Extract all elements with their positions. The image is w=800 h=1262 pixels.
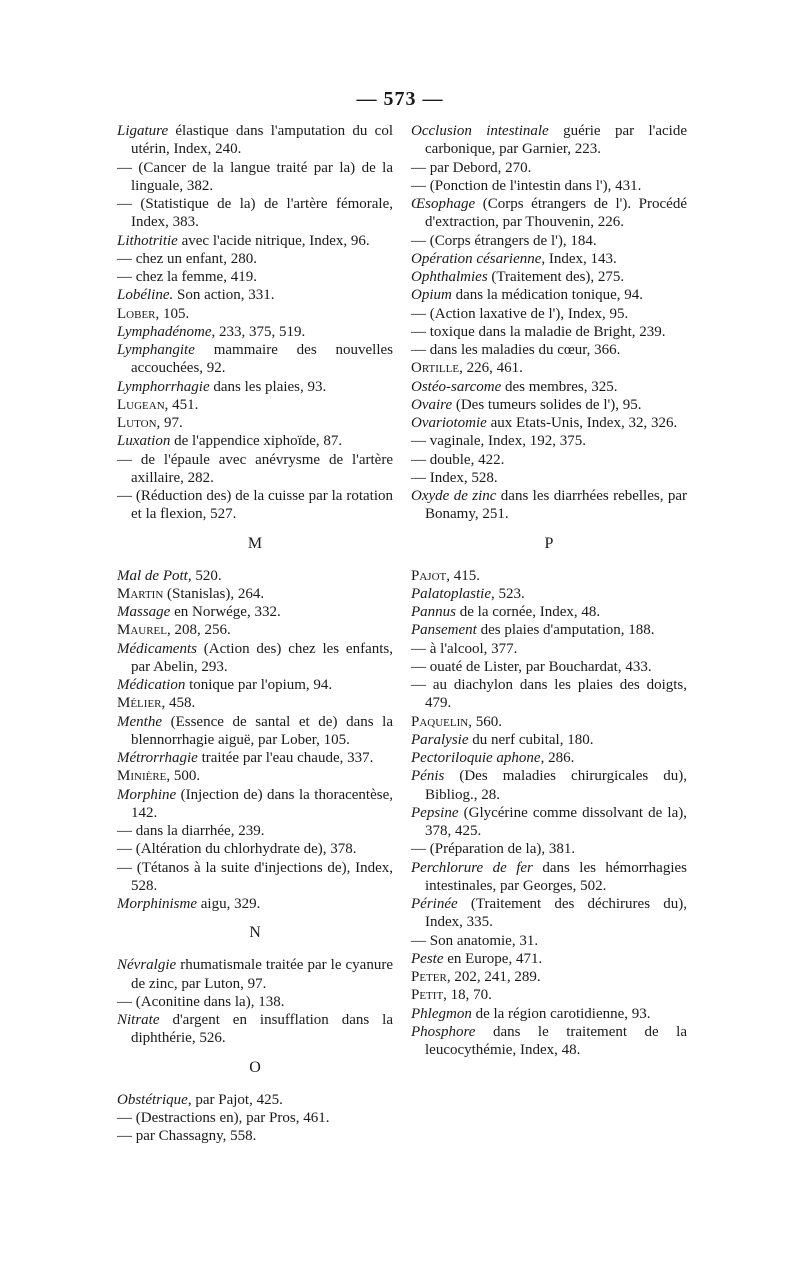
index-entry [411, 305, 687, 323]
index-entry [117, 1127, 393, 1145]
entry-headword: Lymphadénome [117, 323, 212, 340]
entry-text: — (Corps étrangers de l'), 184. [411, 232, 597, 249]
index-entry [117, 268, 393, 286]
entry-text: — (Action laxative de l'), Index, 95. [411, 305, 629, 322]
entry-text: des membres, 325. [501, 378, 618, 395]
entry-headword: Mal de Pott [117, 567, 188, 584]
entry-text: mammaire des nouvelles accouchées, 92. [131, 342, 393, 377]
index-entry [117, 640, 393, 677]
right-column [411, 122, 687, 1059]
entry-text: dans les diarrhées rebelles, par Bonamy, 251. [425, 488, 687, 523]
section-letter: N [249, 924, 261, 942]
entry-text: tonique par l'opium, 94. [185, 677, 333, 693]
entry-headword: Peste [411, 950, 444, 967]
entry-text: — (Tétanos à la suite d'injections de), Index, 528. [117, 859, 393, 894]
index-entry [411, 932, 687, 950]
entry-headword: Médicaments [117, 640, 197, 657]
entry-headword: Lobéline. [117, 287, 174, 304]
index-entry [411, 378, 687, 396]
entry-text: dans la médication tonique, 94. [451, 287, 644, 304]
entry-text: (Essence de santal et de) dans la blennorrhagie aiguë, par Lober, 105. [131, 713, 393, 748]
entry-text: du nerf cubital, 180. [468, 731, 594, 748]
index-entry [411, 749, 687, 767]
entry-text: (Injection de) dans la thoracentèse, 142. [131, 786, 393, 821]
entry-text: — (Ponction de l'intestin dans l'), 431. [411, 177, 642, 194]
entry-text: — au diachylon dans les plaies des doigts, 479. [411, 677, 687, 712]
entry-text: élastique dans l'amputation du col utérin, Index, 240. [131, 123, 393, 158]
index-entry [117, 159, 393, 196]
index-entry [411, 177, 687, 195]
index-entry [411, 451, 687, 469]
entry-text: , 105. [155, 305, 190, 322]
entry-text: — toxique dans la maladie de Bright, 239. [411, 323, 666, 340]
entry-headword: Métrorrhagie [117, 750, 198, 766]
index-entry [117, 585, 393, 603]
entry-headword: Lugean [117, 396, 165, 413]
entry-headword: Obstétrique [117, 1091, 188, 1108]
entry-headword: Ortille [411, 360, 460, 377]
entry-text: aux Etats-Unis, Index, 32, 326. [486, 415, 678, 431]
entry-headword: Morphinisme [117, 896, 197, 912]
index-entry [411, 396, 687, 414]
entry-headword: Pannus [411, 604, 456, 620]
entry-text: — (Statistique de la) de l'artère fémorale, Index, 383. [117, 196, 393, 231]
entry-text: , 208, 256. [167, 622, 231, 639]
entry-headword: Nitrate [117, 1012, 160, 1028]
entry-text: rhumatismale traitée par le cyanure de zinc, par Luton, 97. [131, 957, 393, 992]
entry-headword: Opium [411, 287, 452, 304]
index-entry [411, 232, 687, 250]
index-entry [411, 341, 687, 359]
entry-text: , 458. [161, 695, 196, 712]
entry-text: (Action des) chez les enfants, par Abelin, 293. [131, 640, 393, 675]
index-entry [411, 895, 687, 932]
entry-headword: Occlusion intestinale [411, 123, 549, 139]
index-entry [411, 487, 687, 524]
index-entry [411, 286, 687, 304]
entry-text: en Norwége, 332. [170, 604, 281, 620]
index-entry [117, 378, 393, 396]
entry-headword: Lymphangite [117, 342, 195, 358]
index-entry [117, 195, 393, 232]
section-letter: O [249, 1058, 261, 1076]
entry-headword: Ovariotomie [411, 415, 487, 431]
entry-text: — (Aconitine dans la), 138. [117, 993, 285, 1010]
entry-text: , 520. [187, 567, 222, 584]
entry-text: avec l'acide nitrique, Index, 96. [177, 232, 370, 249]
entry-headword: Peter [411, 969, 447, 985]
entry-headword: Morphine [117, 786, 177, 803]
index-entry [411, 950, 687, 968]
entry-text: d'argent en insufflation dans la diphthérie, 526. [131, 1012, 393, 1047]
index-entry [411, 767, 687, 804]
entry-text: guérie par l'acide carbonique, par Garnier, 223. [425, 123, 687, 158]
index-entry [411, 469, 687, 487]
index-entry [411, 122, 687, 159]
entry-headword: Phosphore [411, 1023, 476, 1040]
index-entry [117, 993, 393, 1011]
index-entry [411, 195, 687, 232]
entry-text: — vaginale, Index, 192, 375. [411, 433, 586, 450]
index-entry [411, 621, 687, 639]
entry-text: de la région carotidienne, 93. [471, 1005, 651, 1022]
entry-headword: Oxyde de zinc [411, 488, 497, 504]
index-entry [117, 786, 393, 823]
entry-text: — par Debord, 270. [411, 159, 532, 176]
entry-text: — chez un enfant, 280. [117, 250, 257, 267]
entry-headword: Pajot [411, 567, 447, 584]
entry-headword: Lithotritie [117, 232, 178, 249]
entry-headword: Petit [411, 987, 444, 1004]
entry-text: , 500. [166, 768, 201, 785]
entry-headword: Médication [117, 677, 186, 693]
entry-text: — (Altération du chlorhydrate de), 378. [117, 841, 357, 858]
entry-text: , 451. [164, 396, 199, 413]
entry-text: — (Réduction des) de la cuisse par la rotation et la flexion, 527. [117, 488, 393, 523]
entry-headword: Paquelin [411, 713, 469, 730]
index-entry [117, 694, 393, 712]
entry-text: — double, 422. [411, 451, 505, 468]
entry-text: , 97. [156, 415, 183, 431]
index-entry [117, 451, 393, 488]
entry-text: , Index, 143. [541, 250, 617, 267]
entry-headword: Lymphorrhagie [117, 378, 210, 395]
index-entry [117, 232, 393, 250]
entry-text: — (Préparation de la), 381. [411, 841, 576, 858]
index-entry [117, 341, 393, 378]
index-entry [411, 567, 687, 585]
entry-text: , 233, 375, 519. [211, 323, 306, 340]
entry-headword: Pepsine [411, 804, 459, 821]
page-number: — 573 — [356, 88, 444, 110]
entry-text: , 286. [540, 750, 575, 766]
index-entry [411, 414, 687, 432]
index-entry [117, 1091, 393, 1109]
index-entry [411, 432, 687, 450]
entry-headword: Minière [117, 768, 167, 785]
index-entry [117, 487, 393, 524]
entry-text: — ouaté de Lister, par Bouchardat, 433. [411, 658, 652, 675]
entry-headword: Maurel [117, 622, 168, 639]
index-entry [117, 621, 393, 639]
entry-text: de l'appendice xiphoïde, 87. [170, 433, 343, 450]
entry-text: dans le traitement de la leucocythémie, Index, 48. [425, 1023, 687, 1058]
section-letter: M [247, 534, 263, 552]
entry-headword: Névralgie [117, 957, 177, 974]
entry-text: de la cornée, Index, 48. [456, 604, 601, 620]
entry-headword: Phlegmon [411, 1005, 472, 1022]
entry-headword: Paralysie [411, 731, 469, 748]
index-entry [117, 432, 393, 450]
index-entry [117, 414, 393, 432]
entry-text: , 202, 241, 289. [446, 969, 541, 985]
entry-headword: Lober [117, 305, 156, 322]
entry-headword: Ophthalmies [411, 269, 488, 285]
index-entry [117, 122, 393, 159]
index-entry [411, 250, 687, 268]
index-entry [117, 603, 393, 621]
index-entry [411, 968, 687, 986]
entry-headword: Menthe [117, 713, 162, 730]
index-entry [117, 286, 393, 304]
index-entry [411, 804, 687, 841]
entry-headword: Opération césarienne [411, 250, 542, 267]
entry-text: — de l'épaule avec anévrysme de l'artère axillaire, 282. [117, 451, 393, 486]
entry-text: des plaies d'amputation, 188. [476, 622, 655, 639]
index-entry [411, 713, 687, 731]
index-entry [117, 859, 393, 896]
entry-text: — Son anatomie, 31. [411, 932, 539, 949]
entry-text: , par Pajot, 425. [187, 1091, 283, 1108]
entry-text: — dans les maladies du cœur, 366. [411, 342, 621, 358]
index-entry [117, 713, 393, 750]
index-entry [411, 1005, 687, 1023]
entry-text: — (Cancer de la langue traité par la) de la linguale, 382. [117, 159, 393, 194]
entry-text: aigu, 329. [197, 896, 261, 912]
entry-text: , 523. [491, 585, 525, 602]
entry-text: (Traitement des), 275. [487, 269, 625, 285]
index-entry [117, 749, 393, 767]
index-entry [117, 822, 393, 840]
entry-text: , 560. [468, 713, 502, 730]
entry-text: , 226, 461. [459, 360, 523, 377]
index-entry [411, 676, 687, 713]
entry-text: (Corps étrangers de l'). Procédé d'extraction, par Thouvenin, 226. [425, 196, 687, 231]
entry-headword: Ovaire [411, 396, 453, 413]
entry-text: — (Destractions en), par Pros, 461. [117, 1109, 330, 1126]
index-entry [411, 1023, 687, 1060]
index-entry [117, 323, 393, 341]
entry-text: traitée par l'eau chaude, 337. [197, 750, 374, 766]
index-entry [117, 676, 393, 694]
entry-headword: Luxation [117, 433, 171, 450]
entry-headword: Luton [117, 415, 157, 431]
entry-text: — à l'alcool, 377. [411, 640, 518, 657]
index-entry [411, 986, 687, 1004]
entry-headword: Ligature [117, 123, 169, 139]
index-entry [117, 305, 393, 323]
entry-text: , 18, 70. [443, 987, 492, 1004]
entry-text: — chez la femme, 419. [117, 269, 257, 285]
entry-headword: Pansement [411, 622, 477, 639]
entry-text: (Des maladies chirurgicales du), Bibliog., 28. [425, 768, 687, 803]
entry-headword: Périnée [411, 896, 458, 912]
index-entry [411, 731, 687, 749]
entry-text: — par Chassagny, 558. [117, 1128, 257, 1144]
entry-text: , 415. [446, 567, 480, 584]
entry-text: dans les hémorrhagies intestinales, par Georges, 502. [425, 859, 688, 894]
index-entry [117, 895, 393, 913]
index-entry [411, 585, 687, 603]
left-column [117, 122, 393, 1145]
entry-text: — dans la diarrhée, 239. [117, 823, 265, 839]
entry-headword: Mélier [117, 695, 162, 712]
entry-headword: Œsophage [411, 196, 476, 212]
index-entry [411, 268, 687, 286]
entry-headword: Pectoriloquie aphone [411, 750, 541, 766]
index-entry [117, 1109, 393, 1127]
entry-text: dans les plaies, 93. [209, 378, 327, 395]
index-entry [411, 323, 687, 341]
index-entry [117, 767, 393, 785]
index-entry [411, 658, 687, 676]
index-entry [411, 159, 687, 177]
entry-headword: Pénis [411, 768, 445, 785]
index-entry [117, 1011, 393, 1048]
entry-headword: Ostéo-sarcome [411, 378, 502, 395]
index-entry [411, 603, 687, 621]
index-entry [117, 396, 393, 414]
section-letter: P [544, 534, 554, 552]
entry-text: en Europe, 471. [443, 950, 543, 967]
index-entry [117, 956, 393, 993]
entry-headword: Palatoplastie [411, 585, 491, 602]
entry-text: (Stanislas), 264. [163, 585, 265, 602]
entry-text: (Traitement des déchirures du), Index, 335. [425, 896, 687, 931]
index-entry [411, 859, 687, 896]
entry-headword: Massage [117, 604, 171, 620]
index-entry [117, 840, 393, 858]
entry-text: (Des tumeurs solides de l'), 95. [452, 396, 642, 413]
entry-text: — Index, 528. [411, 469, 498, 486]
entry-headword: Perchlorure de fer [411, 859, 533, 876]
entry-headword: Martin [117, 585, 164, 602]
index-entry [411, 359, 687, 377]
index-entry [117, 250, 393, 268]
entry-text: Son action, 331. [173, 287, 275, 304]
entry-text: (Glycérine comme dissolvant de la), 378, 425. [425, 804, 687, 839]
index-entry [411, 640, 687, 658]
index-entry [117, 567, 393, 585]
index-entry [411, 840, 687, 858]
